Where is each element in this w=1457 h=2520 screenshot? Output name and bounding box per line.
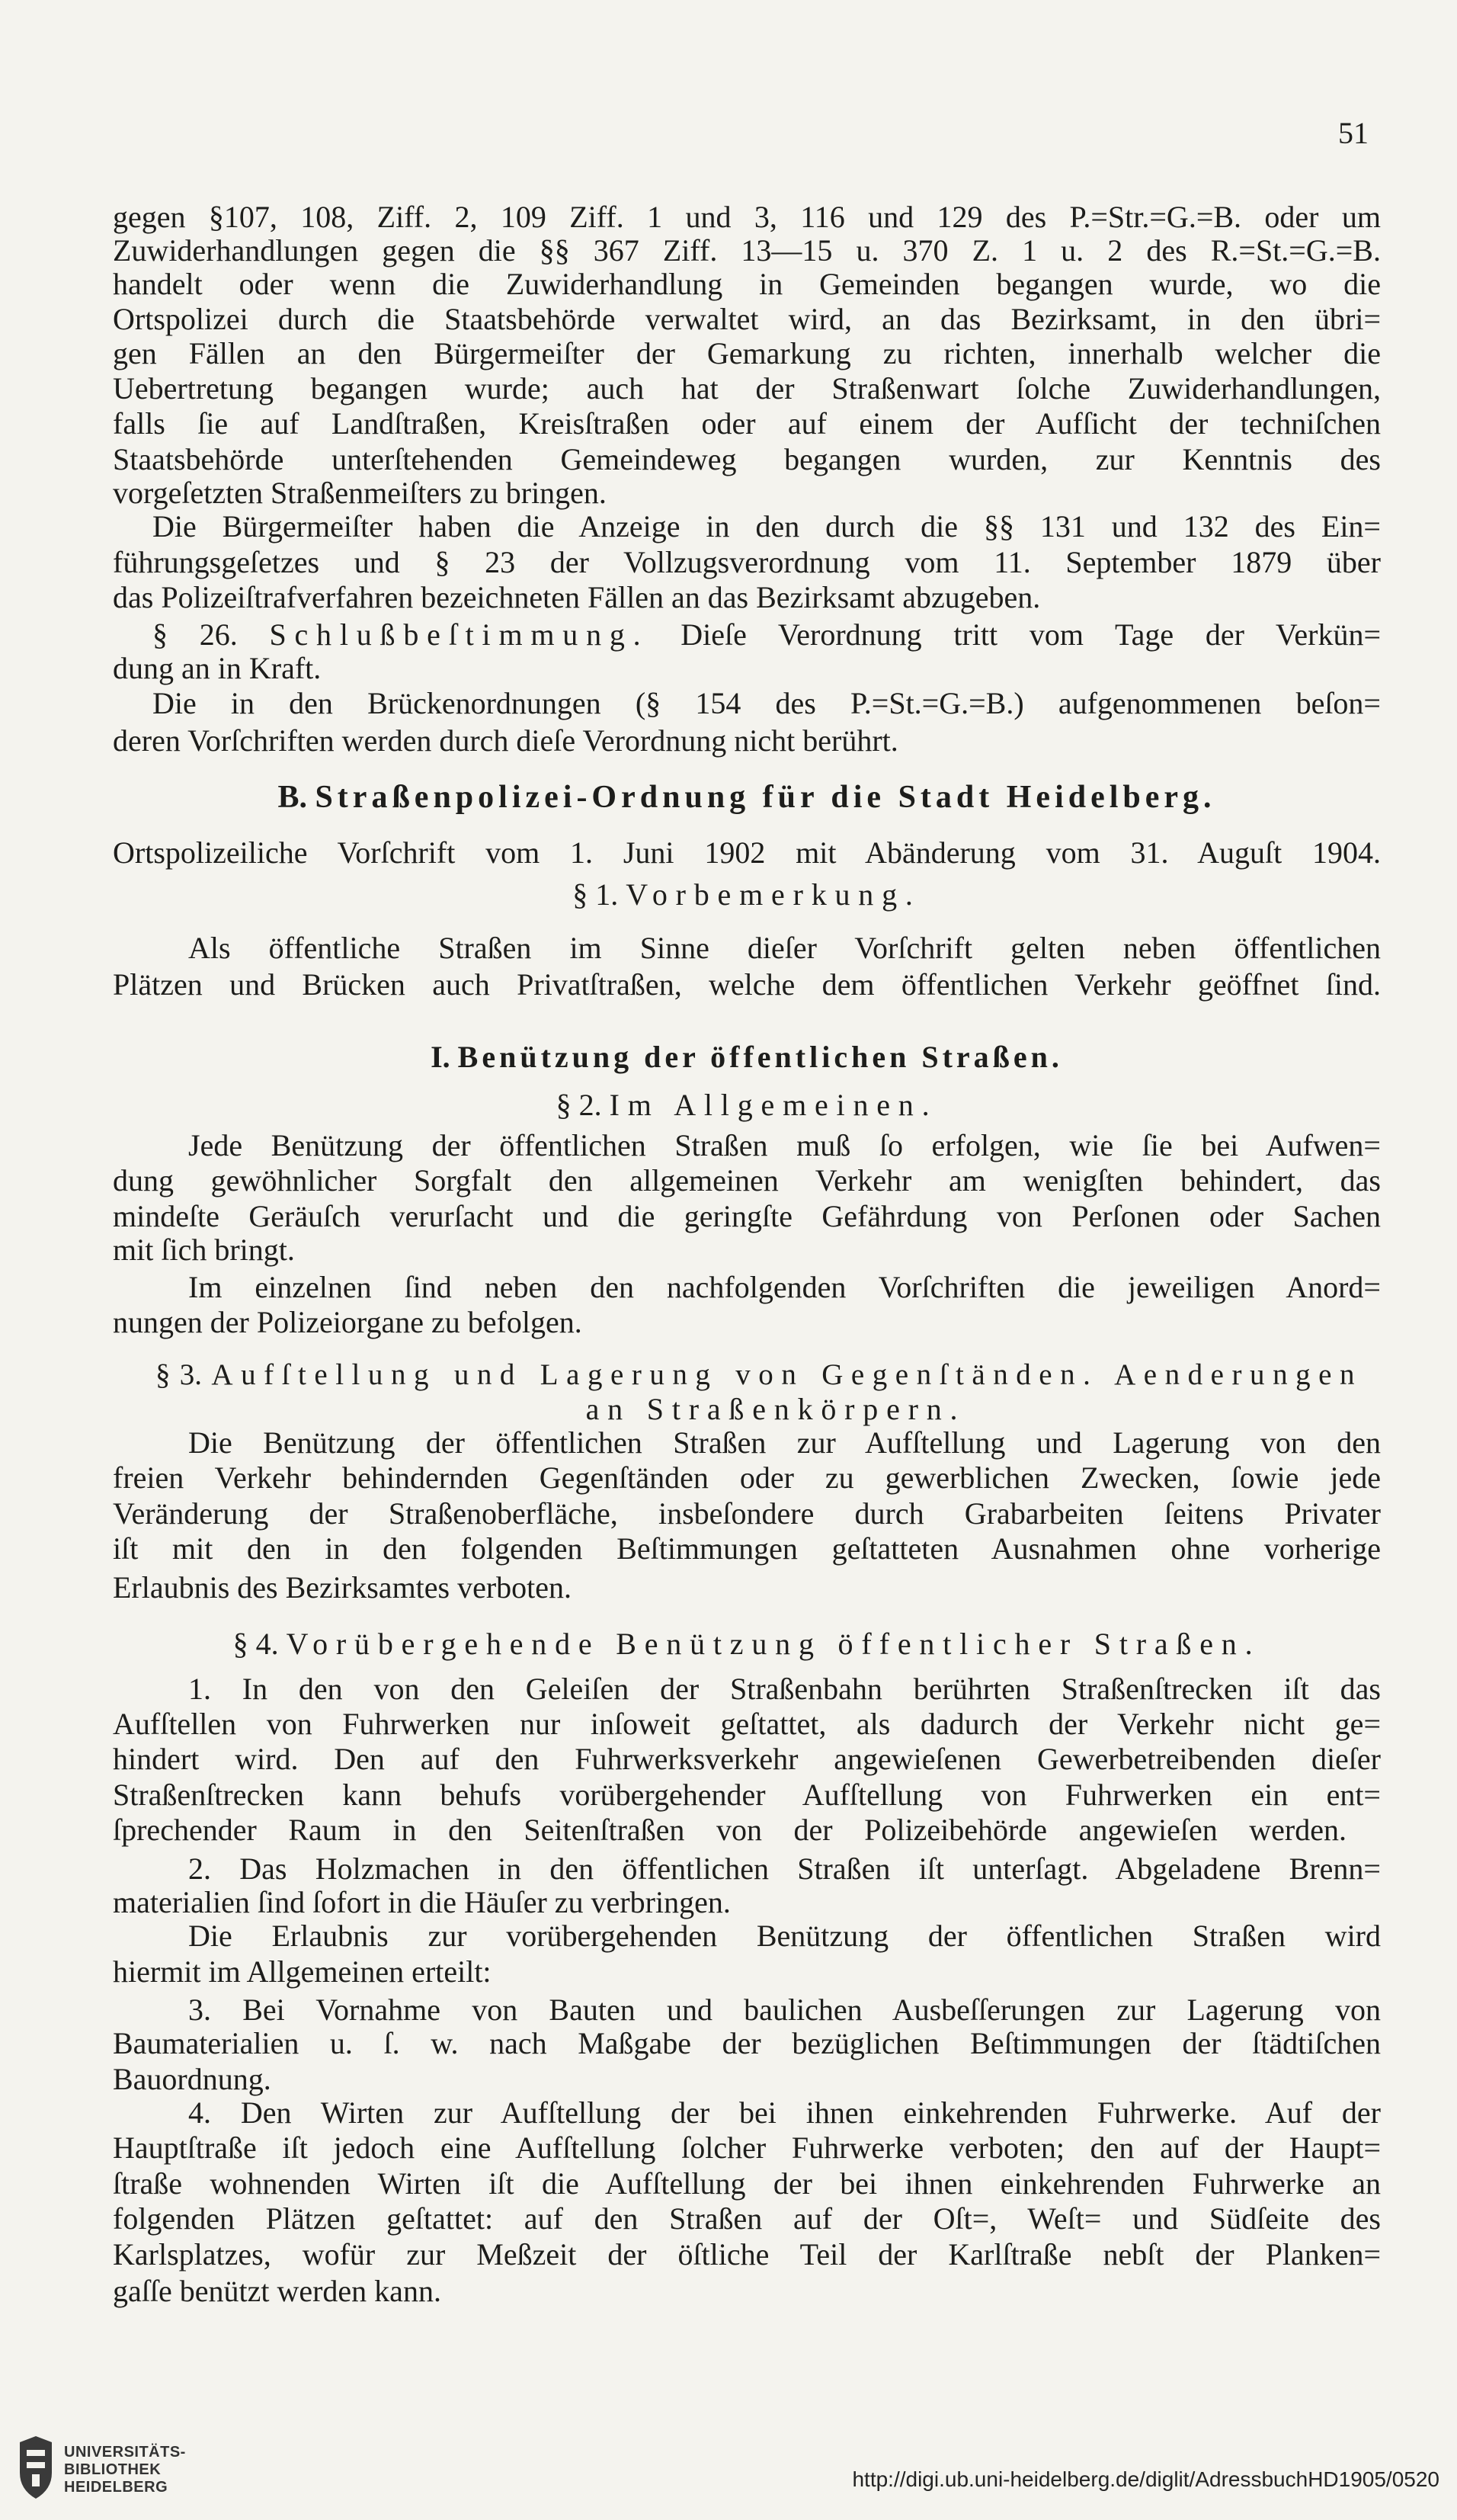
section-number: § 4. [232,1627,279,1661]
paragraph-2-heading [113,1088,1381,1123]
section-title: Schlußbeſtimmung. [269,617,649,652]
library-name-line: UNIVERSITÄTS- [64,2444,186,2461]
text-line: Ortspolizei durch die Staatsbehörde verwaltet wird, an das Bezirksamt, in den übri= [113,302,1381,336]
text-line: hiermit im Allgemeinen erteilt: [113,1954,492,1989]
section-title: Vorübergehende Benützung öffentlicher Straßen. [286,1627,1261,1661]
text-line: Baumaterialien u. ſ. w. nach Maßgabe der bezüglichen Beſtimmungen der ſtädtiſchen [113,2026,1381,2060]
text-line: deren Vorſchriften werden durch dieſe Verordnung nicht berührt. [113,723,898,758]
text-line: das Polizeiſtrafverfahren bezeichneten Fällen an das Bezirksamt abzugeben. [113,580,1041,614]
text-line: nungen der Polizeiorgane zu befolgen. [113,1305,582,1339]
text-line: vorgeſetzten Straßenmeiſters zu bringen. [113,476,607,510]
text-line: Die Benützung der öffentlichen Straßen zur Aufſtellung und Lagerung von den [188,1425,1381,1460]
text-line: 4. Den Wirten zur Aufſtellung der bei ihnen einkehrenden Fuhrwerke. Auf der [188,2095,1381,2130]
text-line: Plätzen und Brücken auch Privatſtraßen, welche dem öffentlichen Verkehr geöffnet ſind. [113,967,1381,1002]
part-number: I. [431,1040,450,1074]
text-line: iſt mit den in den folgenden Beſtimmungen geſtatteten Ausnahmen ohne vorherige [113,1531,1381,1566]
paragraph-1-heading [113,877,1381,912]
section-text: Dieſe Verordnung tritt vom Tage der Verkün= [680,617,1381,652]
section-title: Aufſtellung und Lagerung von Gegenſtänden. Aenderungen [211,1358,1363,1391]
text-line: mit ſich bringt. [113,1233,295,1267]
library-name-line: BIBLIOTHEK [64,2461,162,2478]
text-line: Als öffentliche Straßen im Sinne dieſer Vorſchrift gelten neben öffentlichen [188,931,1381,965]
text-line: Hauptſtraße iſt jedoch eine Aufſtellung ſolcher Fuhrwerke verboten; den auf der Haupt= [113,2130,1381,2165]
library-name [64,2444,186,2496]
text-line: Veränderung der Straßenoberfläche, insbeſondere durch Grabarbeiten ſeitens Privater [113,1496,1381,1531]
text-line: Staatsbehörde unterſtehenden Gemeindeweg begangen wurden, zur Kenntnis des [113,442,1381,476]
text-line: Uebertretung begangen wurde; auch hat der Straßenwart ſolche Zuwiderhandlungen, [113,371,1381,406]
section-title: Im Allgemeinen. [609,1088,938,1122]
text-line: gegen §107, 108, Ziff. 2, 109 Ziff. 1 und 3, 116 und 129 des P.=Str.=G.=B. oder um [113,200,1381,234]
text-line: falls ſie auf Landſtraßen, Kreisſtraßen oder auf einem der Aufſicht der techniſchen [113,406,1381,441]
text-line: handelt oder wenn die Zuwiderhandlung in Gemeinden begangen wurde, wo die [113,267,1381,301]
text-line: materialien ſind ſofort in die Häuſer zu verbringen. [113,1885,731,1919]
text-line: Die Bürgermeiſter haben die Anzeige in den durch die §§ 131 und 132 des Ein= [152,509,1381,543]
section-number: § 26. [152,617,238,652]
section-title: Vorbemerkung. [626,877,921,912]
text-line: mindeſte Geräuſch verurſacht und die geringſte Gefährdung von Perſonen oder Sachen [113,1199,1381,1233]
section-number: § 3. [155,1358,203,1391]
text-line: folgenden Plätzen geſtattet: auf den Straßen auf der Oſt=, Weſt= und Südſeite des [113,2201,1381,2236]
text-line: ſprechender Raum in den Seitenſtraßen von der Polizeibehörde angewieſen werden. [113,1813,1347,1847]
text-line: Karlsplatzes, wofür zur Meßzeit der öſtliche Teil der Karlſtraße nebſt der Planken= [113,2237,1381,2272]
text-line: hindert wird. Den auf den Fuhrwerksverkehr angewieſenen Gewerbetreibenden dieſer [113,1742,1381,1776]
part-title: Benützung der öffentlichen Straßen. [457,1040,1063,1074]
text-line: freien Verkehr behindernden Gegenſtänden oder zu gewerblichen Zwecken, ſowie jede [113,1460,1381,1495]
text-line: Zuwiderhandlungen gegen die §§ 367 Ziff. 13—15 u. 370 Z. 1 u. 2 des R.=St.=G.=B. [113,233,1381,268]
text-line: 1. In den von den Geleiſen der Straßenbahn berührten Straßenſtrecken iſt das [188,1672,1381,1706]
text-line: Die Erlaubnis zur vorübergehenden Benützung der öffentlichen Straßen wird [188,1919,1381,1953]
text-line: Jede Benützung der öffentlichen Straßen muß ſo erfolgen, wie ſie bei Aufwen= [188,1128,1381,1162]
text-line: Aufſtellen von Fuhrwerken nur inſoweit geſtattet, als dadurch der Verkehr nicht ge= [113,1707,1381,1741]
page-number: 51 [1338,116,1369,150]
section-title: an Straßenkörpern. [585,1392,966,1426]
text-line: Im einzelnen ſind neben den nachfolgenden Vorſchriften die jeweiligen Anord= [188,1270,1381,1304]
text-line: Die in den Brückenordnungen (§ 154 des P.=St.=G.=B.) aufgenommenen beſon= [152,686,1381,720]
library-emblem-icon [15,2435,56,2500]
text-line: Bauordnung. [113,2062,271,2096]
text-line: gen Fällen an den Bürgermeiſter der Gemarkung zu richten, innerhalb welcher die [113,336,1381,370]
text-line: dung an in Kraft. [113,651,322,685]
footer-url-link[interactable]: http://digi.ub.uni-heidelberg.de/diglit/AdressbuchHD1905/0520 [852,2467,1439,2491]
section-number: § 1. [572,877,619,912]
text-line: 2. Das Holzmachen in den öffentlichen Straßen iſt unterſagt. Abgeladene Brenn= [188,1852,1381,1886]
text-line: dung gewöhnlicher Sorgfalt den allgemeinen Verkehr am wenigſten behindert, das [113,1163,1381,1197]
part-1-heading [113,1040,1381,1075]
section-b-subtitle: Ortspolizeiliche Vorſchrift vom 1. Juni 1902 mit Abänderung vom 31. Auguſt 1904. [113,835,1381,870]
section-number: § 2. [556,1088,602,1122]
text-line: gaſſe benützt werden kann. [113,2274,441,2308]
section-letter: B. [277,780,307,815]
section-b-heading [113,780,1381,815]
section-26-line [152,617,1381,652]
paragraph-3-heading-cont [226,1392,1326,1427]
paragraph-3-heading [155,1358,1363,1393]
library-name-line: HEIDELBERG [64,2479,168,2496]
text-line: ſtraße wohnenden Wirten iſt die Aufſtellung der bei ihnen einkehrenden Fuhrwerke an [113,2166,1381,2201]
section-b-title: Straßenpolizei-Ordnung für die Stadt Heidelberg. [315,780,1216,815]
text-line: 3. Bei Vornahme von Bauten und baulichen Ausbeſſerungen zur Lagerung von [188,1993,1381,2027]
paragraph-4-heading [113,1627,1381,1662]
text-line: führungsgeſetzes und § 23 der Vollzugsverordnung vom 11. September 1879 über [113,545,1381,579]
text-line: Straßenſtrecken kann behufs vorübergehender Aufſtellung von Fuhrwerken ein ent= [113,1778,1381,1812]
library-logo [15,2433,213,2503]
text-line: Erlaubnis des Bezirksamtes verboten. [113,1570,572,1605]
